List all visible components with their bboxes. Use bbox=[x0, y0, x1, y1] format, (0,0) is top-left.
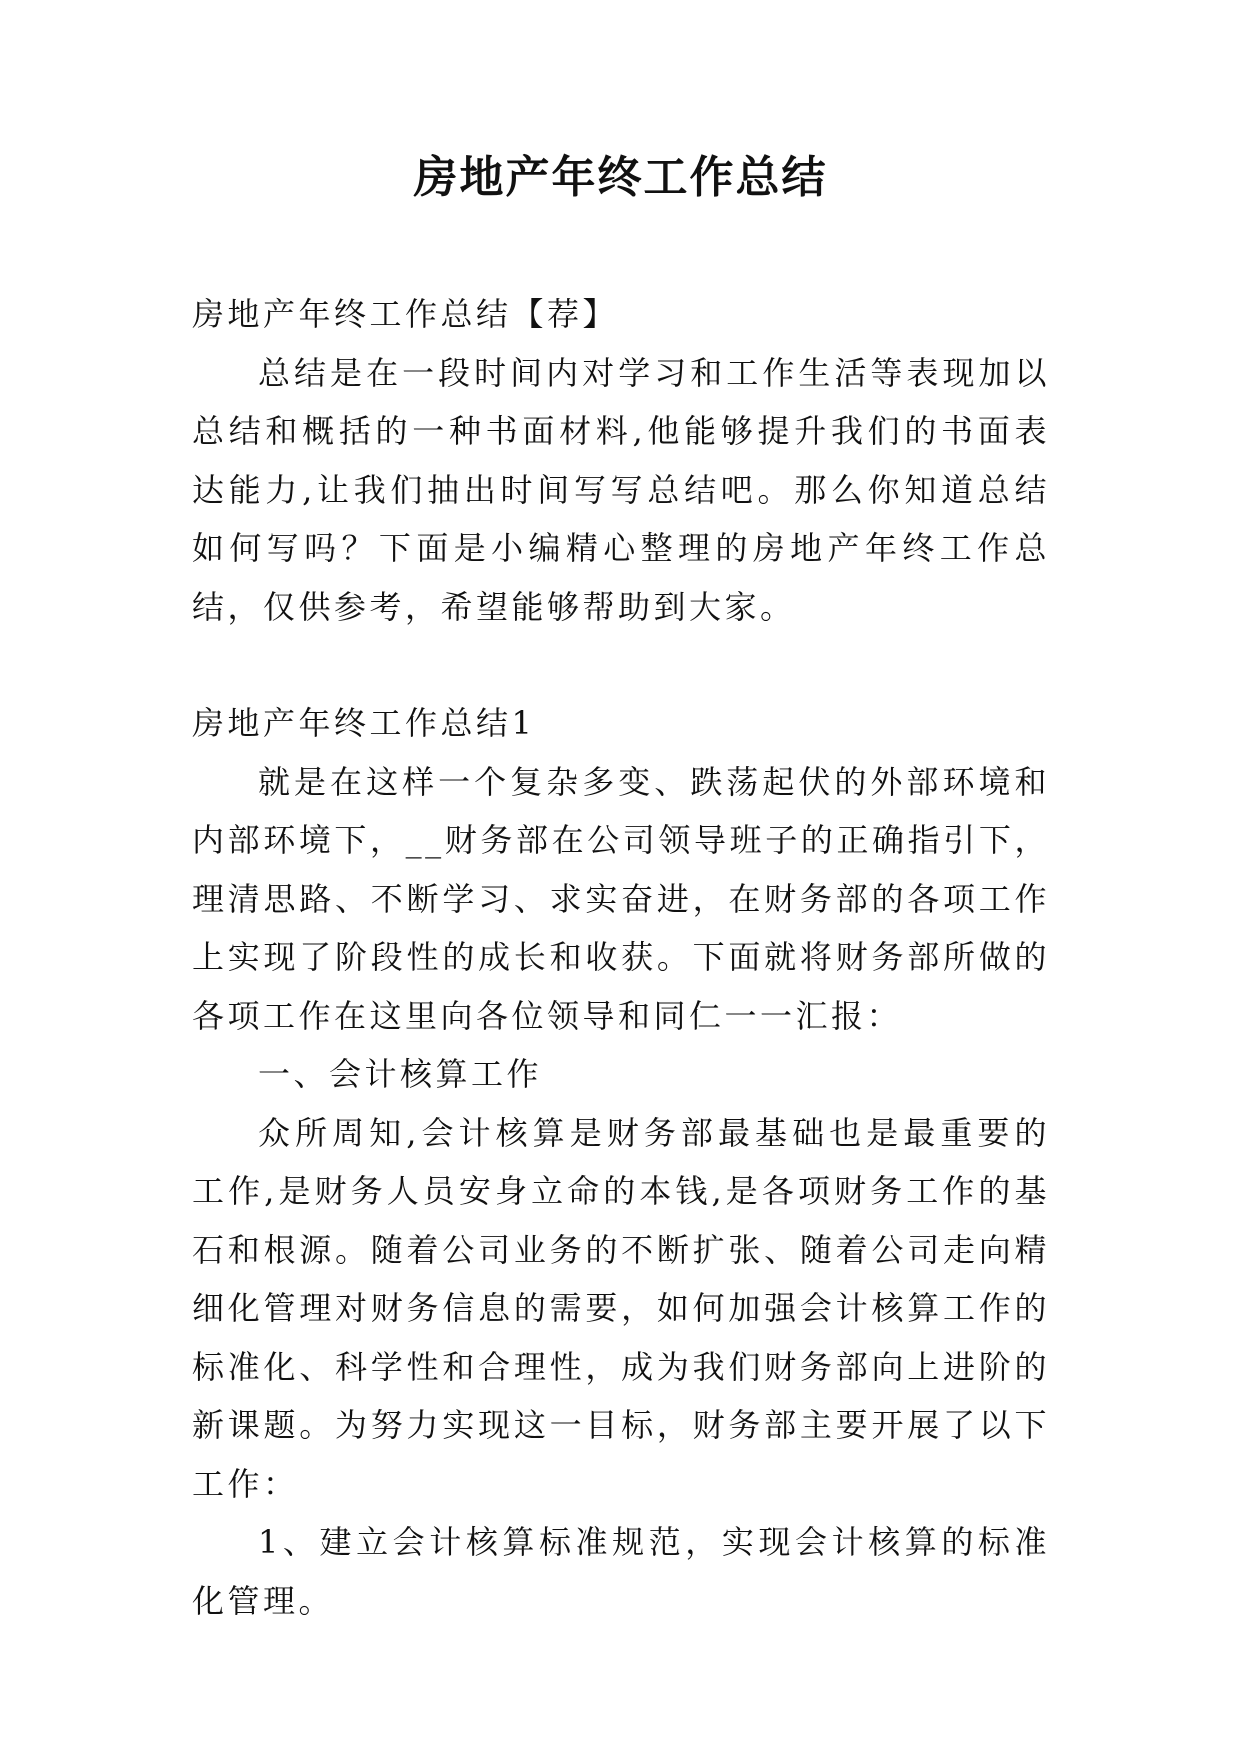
section-heading: 房地产年终工作总结1 bbox=[192, 704, 536, 742]
intro-paragraph: 总结是在一段时间内对学习和工作生活等表现加以总结和概括的一种书面材料,他能够提升我们的书面表达能力,让我们抽出时间写写总结吧。那么你知道总结如何写吗？下面是小编精心整理的房地产年终工作总结，仅供参考，希望能够帮助到大家。 bbox=[192, 353, 1050, 626]
document-body bbox=[192, 285, 1050, 1630]
document-subtitle: 房地产年终工作总结【荐】 bbox=[192, 295, 619, 333]
body-paragraph: 就是在这样一个复杂多变、跌荡起伏的外部环境和内部环境下，__财务部在公司领导班子的正确指引下，理清思路、不断学习、求实奋进，在财务部的各项工作上实现了阶段性的成长和收获。下面就将财务部所做的各项工作在这里向各位领导和同仁一一汇报： bbox=[192, 762, 1050, 1035]
list-item: 1、建立会计核算标准规范，实现会计核算的标准化管理。 bbox=[192, 1523, 1050, 1620]
document-title: 房地产年终工作总结 bbox=[413, 152, 828, 203]
body-paragraph: 众所周知,会计核算是财务部最基础也是最重要的工作,是财务人员安身立命的本钱,是各项财务工作的基石和根源。随着公司业务的不断扩张、随着公司走向精细化管理对财务信息的需要，如何加强会计核算工作的标准化、科学性和合理性，成为我们财务部向上进阶的新课题。为努力实现这一目标，财务部主要开展了以下工作： bbox=[192, 1113, 1050, 1503]
subheading: 一、会计核算工作 bbox=[258, 1055, 543, 1093]
